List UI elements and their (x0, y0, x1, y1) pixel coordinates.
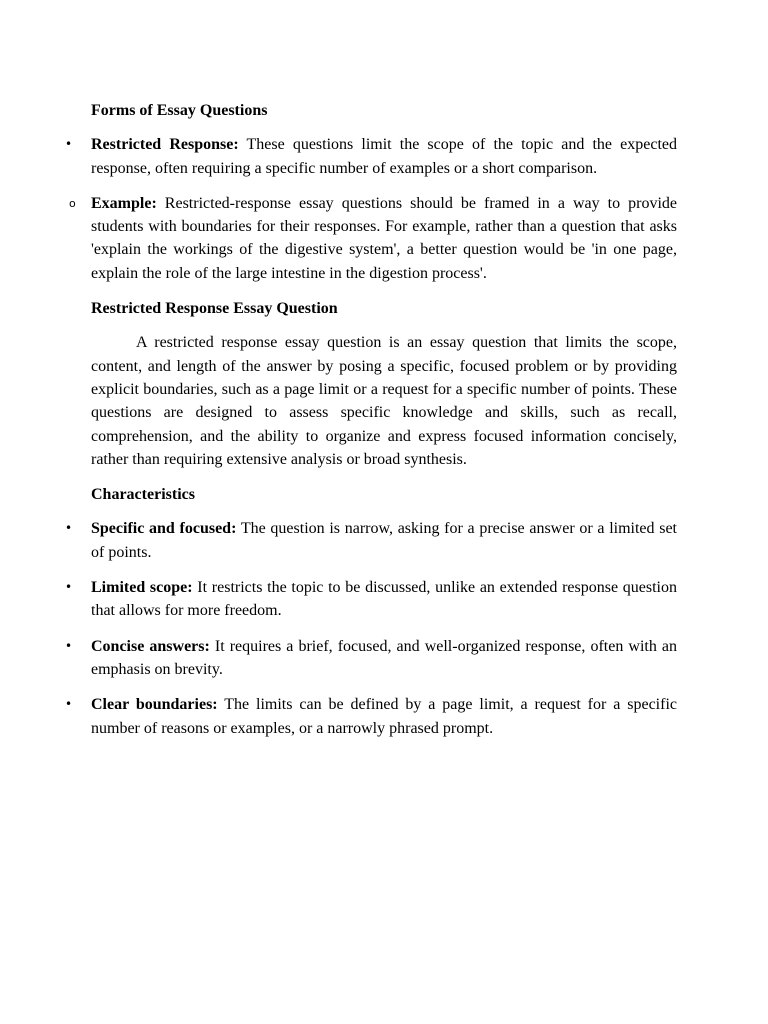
list-item-specific-focused (65, 517, 678, 564)
bullet-icon: • (65, 521, 73, 536)
item-text: The question is narrow, asking for a precise answer or a limited set of points. (91, 520, 678, 561)
item-text: These questions limit the scope of the topic and the expected response, often requiring a specific number of examples or a short comparison. (91, 136, 677, 177)
item-lead: Restricted Response: (91, 136, 239, 154)
item-text: Restricted-response essay questions should be framed in a way to provide students with boundaries for their responses. For example, rather than a question that asks 'explain the workings of the digestive system', a better question would be 'in one page, explain the role of the large intestine in the digestion process'. (91, 194, 677, 282)
characteristics-heading: Characteristics (91, 486, 195, 504)
definition-paragraph: A restricted response essay question is an essay question that limits the scope, content, and length of the answer by posing a specific, focused problem or by providing explicit boundaries, such as a page limit or a request for a specific number of points. These questions are designed to assess specific knowledge and skills, such as recall, comprehension, and the ability to organize and express focused information concisely, rather than requiring extensive analysis or broad synthesis. (91, 334, 677, 468)
list-item-limited-scope (65, 576, 678, 623)
item-lead: Concise answers: (91, 637, 210, 655)
item-lead: Clear boundaries: (91, 696, 218, 714)
list-item-restricted-response (65, 133, 677, 180)
item-text: The limits can be defined by a page limit, a request for a specific number of reasons or examples, or a narrowly phrased prompt. (91, 696, 677, 737)
item-text: It requires a brief, focused, and well-organized response, often with an emphasis on brevity. (91, 637, 677, 678)
bullet-icon: • (65, 638, 73, 653)
bullet-icon: • (65, 137, 73, 152)
restricted-response-heading: Restricted Response Essay Question (91, 300, 338, 318)
item-lead: Specific and focused: (91, 520, 237, 538)
sub-bullet-icon: o (69, 196, 76, 210)
list-item-concise-answers (65, 635, 677, 682)
bullet-icon: • (65, 697, 73, 712)
document-body (65, 99, 678, 752)
list-item-clear-boundaries (65, 693, 677, 740)
item-lead: Example: (91, 194, 157, 212)
list-item-example (69, 192, 677, 285)
forms-heading: Forms of Essay Questions (91, 102, 268, 119)
item-lead: Limited scope: (91, 579, 193, 597)
item-text: It restricts the topic to be discussed, unlike an extended response question that allows for more freedom. (91, 579, 678, 620)
bullet-icon: • (65, 580, 73, 595)
